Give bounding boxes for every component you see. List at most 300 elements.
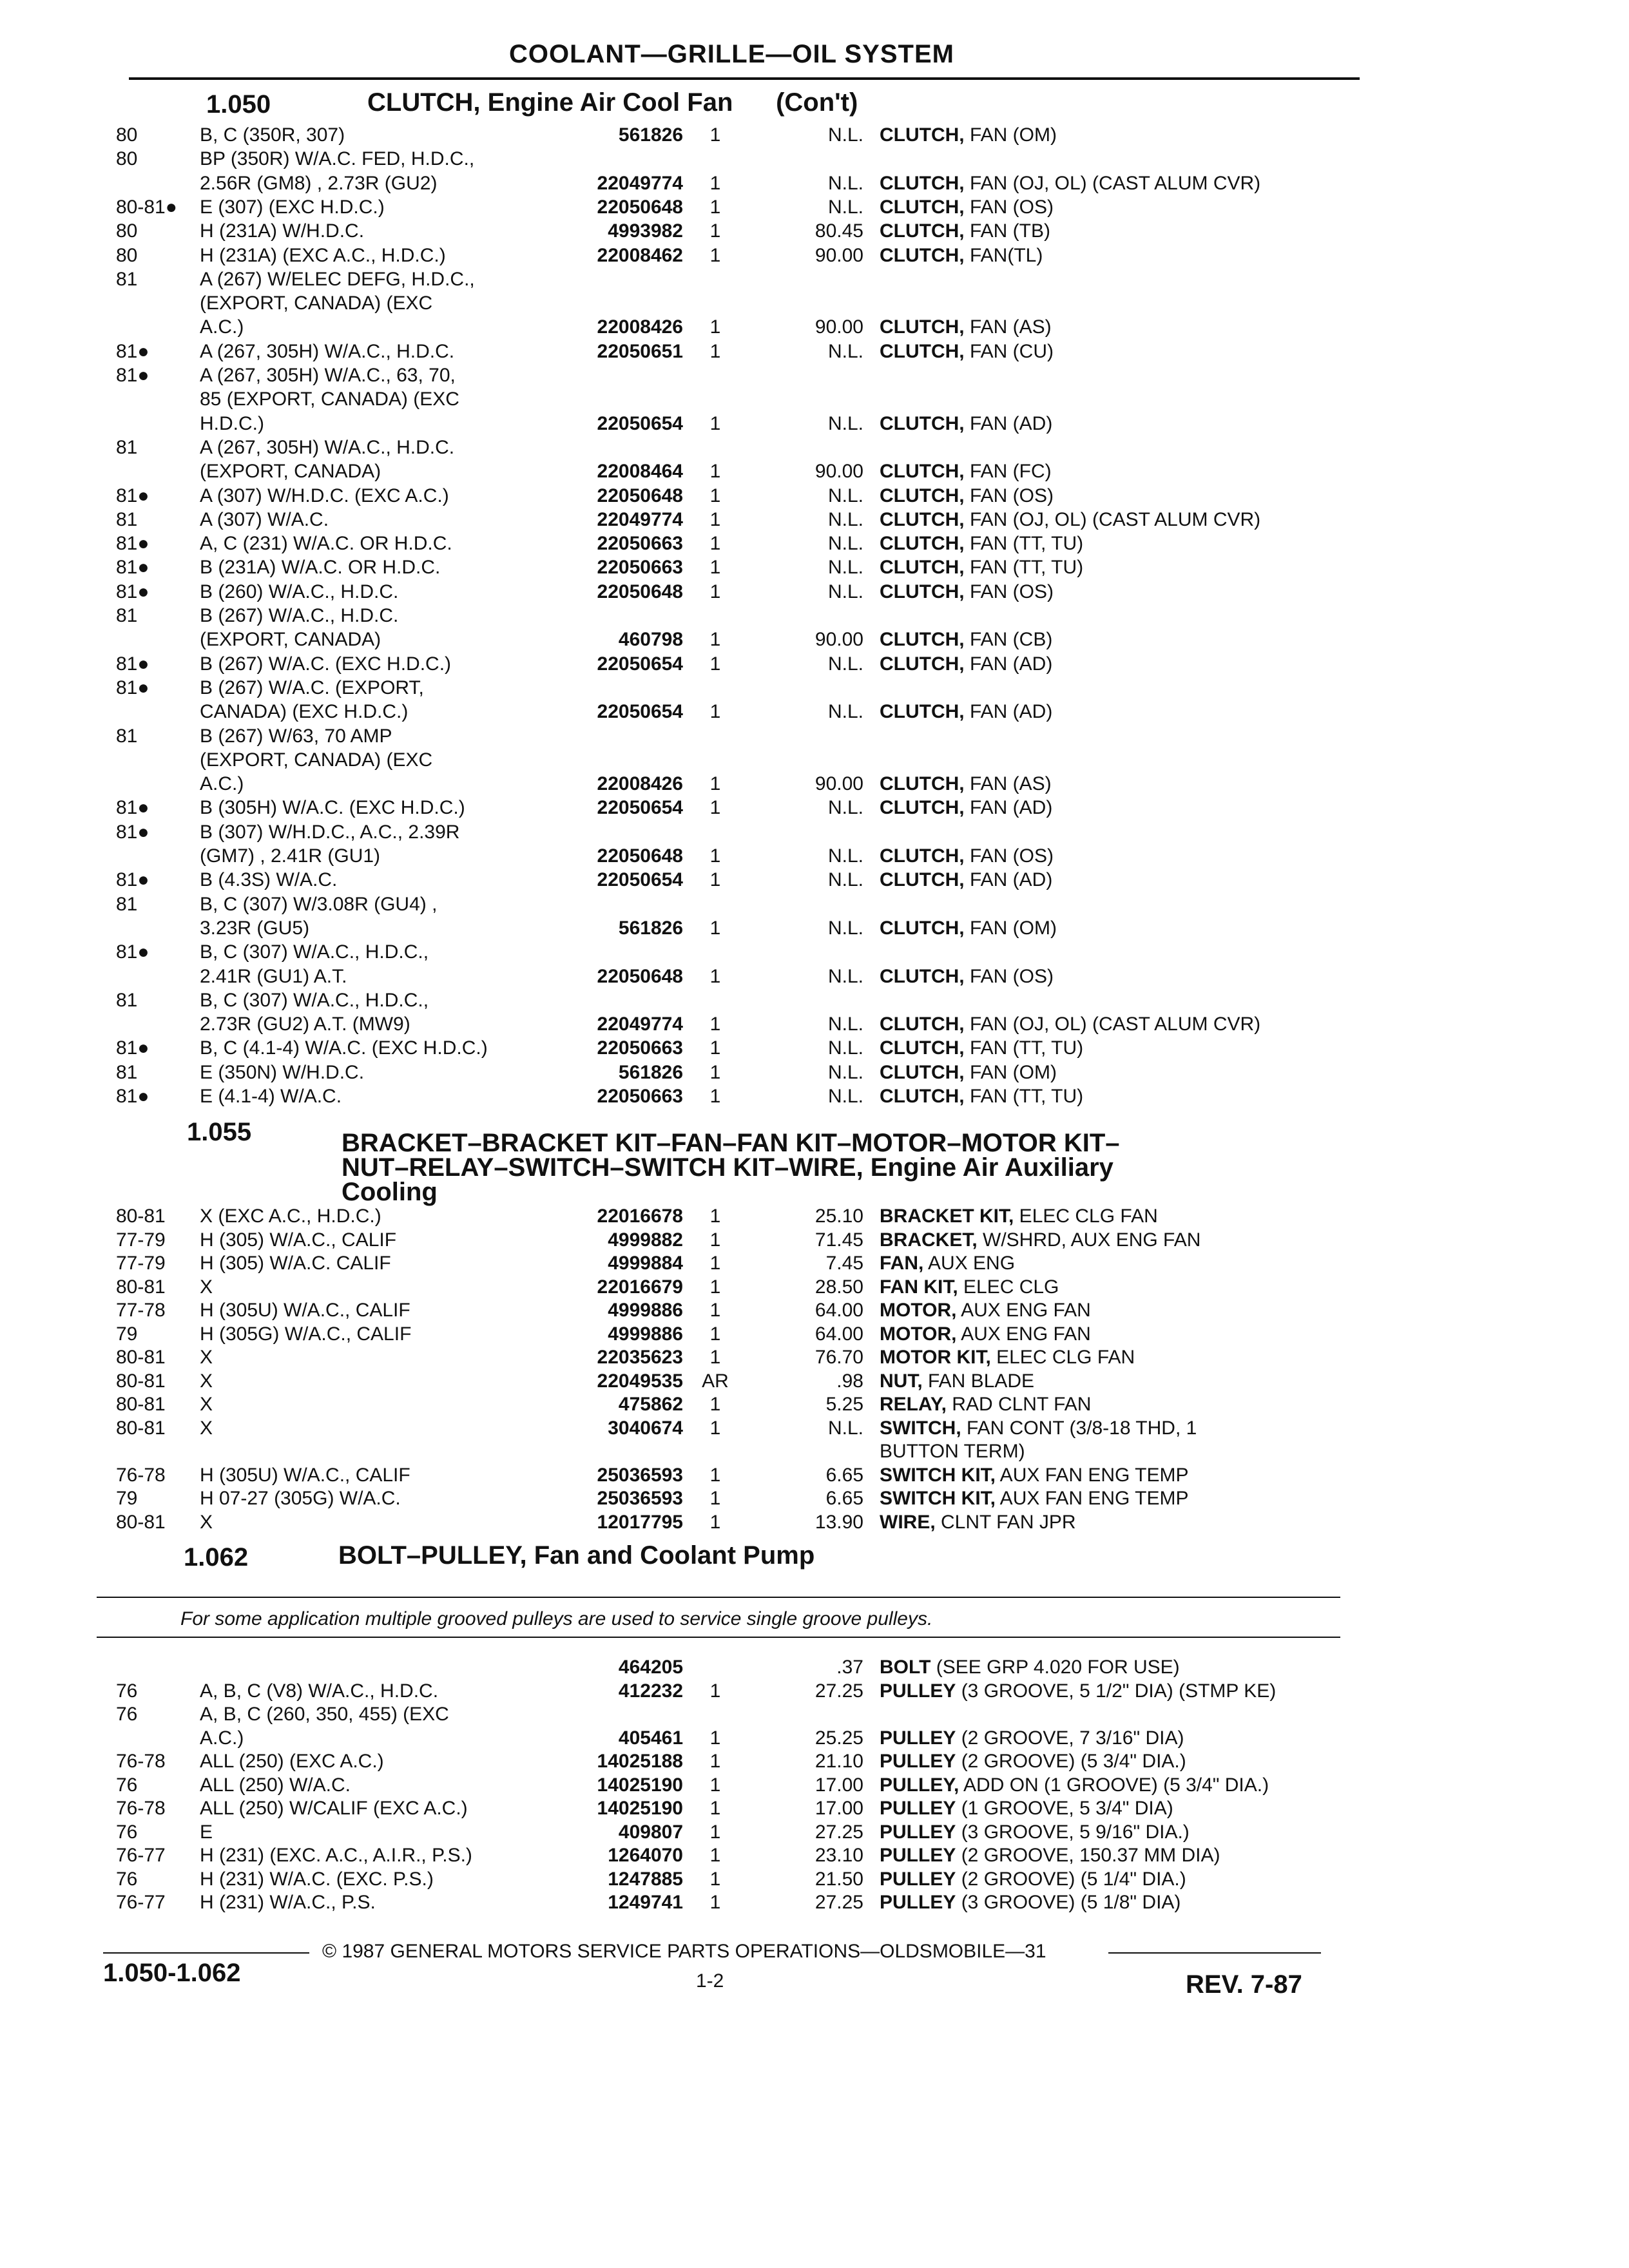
part-name-detail: FAN (OJ, OL) (CAST ALUM CVR) bbox=[964, 172, 1261, 194]
quantity: 1 bbox=[709, 1868, 721, 1890]
application: ALL (250) W/CALIF (EXC A.C.) bbox=[200, 1798, 468, 1819]
model-year: 81● bbox=[116, 797, 149, 819]
price: N.L. bbox=[827, 340, 863, 362]
table-row bbox=[0, 581, 1547, 605]
application: E (350N) W/H.D.C. bbox=[200, 1061, 365, 1083]
application: ALL (250) W/A.C. bbox=[200, 1774, 351, 1796]
price: 90.00 bbox=[815, 773, 863, 795]
quantity: 1 bbox=[709, 1845, 721, 1866]
part-name bbox=[880, 1393, 1376, 1416]
price: N.L. bbox=[827, 965, 863, 987]
part-name-detail: FAN (AD) bbox=[964, 653, 1053, 675]
quantity: 1 bbox=[709, 1253, 721, 1274]
table-row bbox=[0, 628, 1547, 653]
part-name-detail: FAN (OM) bbox=[964, 917, 1057, 939]
part-name bbox=[880, 316, 1376, 339]
table-row bbox=[0, 316, 1547, 340]
table-row bbox=[0, 1276, 1547, 1300]
table-row bbox=[0, 388, 1547, 412]
part-number: 22050654 bbox=[597, 412, 683, 434]
part-number: 12017795 bbox=[597, 1511, 683, 1533]
part-name-bold: BRACKET, bbox=[880, 1229, 978, 1251]
copyright: © 1987 GENERAL MOTORS SERVICE PARTS OPERATIONS—OLDSMOBILE—31 bbox=[322, 1941, 1046, 1962]
part-name-bold: CLUTCH, bbox=[880, 557, 965, 579]
part-name bbox=[880, 1656, 1376, 1679]
quantity: 1 bbox=[709, 797, 721, 819]
part-name bbox=[880, 1440, 1376, 1463]
part-name-detail: FAN (AS) bbox=[964, 773, 1052, 795]
part-name bbox=[880, 244, 1376, 267]
part-number: 3040674 bbox=[608, 1417, 683, 1439]
application: B (4.3S) W/A.C. bbox=[200, 869, 338, 891]
model-year: 76-78 bbox=[116, 1798, 166, 1819]
part-name bbox=[880, 869, 1376, 892]
price: 25.10 bbox=[815, 1206, 863, 1227]
part-name bbox=[880, 1417, 1376, 1440]
table-row bbox=[0, 460, 1547, 485]
model-year: 81 bbox=[116, 725, 138, 747]
part-name-detail: AUX ENG FAN bbox=[956, 1300, 1091, 1321]
part-name-detail: (1 GROOVE, 5 3/4" DIA) bbox=[956, 1798, 1173, 1819]
part-name-detail: (2 GROOVE, 7 3/16" DIA) bbox=[956, 1727, 1184, 1749]
application: B (305H) W/A.C. (EXC H.D.C.) bbox=[200, 797, 465, 819]
price: 27.25 bbox=[815, 1821, 863, 1843]
part-name bbox=[880, 1750, 1376, 1773]
table-row bbox=[0, 1205, 1547, 1229]
part-number: 405461 bbox=[618, 1727, 683, 1749]
table-row bbox=[0, 941, 1547, 965]
quantity: 1 bbox=[709, 773, 721, 795]
part-name bbox=[880, 1821, 1376, 1844]
part-name-detail: AUX FAN ENG TEMP bbox=[996, 1464, 1189, 1486]
part-name-bold: CLUTCH, bbox=[880, 316, 965, 338]
quantity: 1 bbox=[709, 1488, 721, 1509]
model-year: 81 bbox=[116, 605, 138, 626]
part-number: 22049535 bbox=[597, 1370, 683, 1392]
part-name-detail: (3 GROOVE, 5 1/2" DIA) (STMP KE) bbox=[956, 1680, 1277, 1702]
part-name-bold: CLUTCH, bbox=[880, 773, 965, 795]
application: H (305) W/A.C., CALIF bbox=[200, 1229, 397, 1251]
table-row bbox=[0, 244, 1547, 269]
part-name-detail: FAN (OS) bbox=[964, 845, 1054, 867]
model-year: 76 bbox=[116, 1680, 138, 1702]
part-number: 22035623 bbox=[597, 1347, 683, 1368]
part-name-bold: CLUTCH, bbox=[880, 653, 965, 675]
part-number: 22050663 bbox=[597, 1086, 683, 1107]
model-year: 81 bbox=[116, 989, 138, 1011]
price: 64.00 bbox=[815, 1300, 863, 1321]
part-name-bold: CLUTCH, bbox=[880, 461, 965, 483]
part-name bbox=[880, 124, 1376, 147]
price: N.L. bbox=[827, 581, 863, 602]
part-number: 561826 bbox=[618, 1061, 683, 1083]
application: X bbox=[200, 1370, 213, 1392]
part-number: 22050654 bbox=[597, 797, 683, 819]
price: 90.00 bbox=[815, 316, 863, 338]
table-row bbox=[0, 965, 1547, 990]
table-row bbox=[0, 436, 1547, 461]
quantity: 1 bbox=[709, 1276, 721, 1298]
application: A, B, C (260, 350, 455) (EXC bbox=[200, 1704, 449, 1725]
table-row bbox=[0, 1299, 1547, 1323]
table-row bbox=[0, 604, 1547, 629]
application: E (307) (EXC H.D.C.) bbox=[200, 196, 385, 218]
part-number: 460798 bbox=[618, 629, 683, 651]
part-name-detail: FAN (AD) bbox=[964, 869, 1053, 891]
quantity: 1 bbox=[709, 1394, 721, 1415]
table-row bbox=[0, 1891, 1547, 1916]
part-number: 4993982 bbox=[608, 220, 683, 242]
price: 21.10 bbox=[815, 1751, 863, 1772]
price: N.L. bbox=[827, 557, 863, 579]
model-year: 76 bbox=[116, 1821, 138, 1843]
part-name bbox=[880, 1844, 1376, 1867]
part-name-bold: PULLEY, bbox=[880, 1774, 959, 1796]
part-name-bold: PULLEY bbox=[880, 1727, 956, 1749]
price: 25.25 bbox=[815, 1727, 863, 1749]
quantity: 1 bbox=[709, 1751, 721, 1772]
price: N.L. bbox=[827, 412, 863, 434]
revision: REV. 7-87 bbox=[1186, 1970, 1302, 1999]
quantity: 1 bbox=[709, 1821, 721, 1843]
quantity: AR bbox=[702, 1370, 729, 1392]
part-number: 475862 bbox=[618, 1394, 683, 1415]
table-row bbox=[0, 845, 1547, 869]
price: N.L. bbox=[827, 508, 863, 530]
price: 21.50 bbox=[815, 1868, 863, 1890]
page-number: 1-2 bbox=[696, 1970, 724, 1992]
table-row bbox=[0, 1346, 1547, 1370]
note-bottom-rule bbox=[97, 1637, 1340, 1638]
application: X bbox=[200, 1276, 213, 1298]
model-year: 77-79 bbox=[116, 1253, 166, 1274]
part-name-bold: CLUTCH, bbox=[880, 845, 965, 867]
part-name bbox=[880, 1061, 1376, 1084]
quantity: 1 bbox=[709, 1892, 721, 1913]
part-name bbox=[880, 917, 1376, 940]
application: H.D.C.) bbox=[200, 412, 264, 434]
model-year: 77-78 bbox=[116, 1300, 166, 1321]
table-row bbox=[0, 532, 1547, 557]
part-number: 1249741 bbox=[608, 1892, 683, 1913]
application: H (305U) W/A.C., CALIF bbox=[200, 1300, 410, 1321]
application: X bbox=[200, 1511, 213, 1533]
price: N.L. bbox=[827, 1061, 863, 1083]
note-top-rule bbox=[97, 1597, 1340, 1598]
table-row bbox=[0, 1252, 1547, 1276]
model-year: 76 bbox=[116, 1774, 138, 1796]
model-year: 81● bbox=[116, 533, 149, 555]
price: 17.00 bbox=[815, 1798, 863, 1819]
part-name-bold: SWITCH KIT, bbox=[880, 1464, 996, 1486]
table-row bbox=[0, 340, 1547, 365]
model-year: 76 bbox=[116, 1868, 138, 1890]
table-row bbox=[0, 821, 1547, 845]
part-number: 25036593 bbox=[597, 1464, 683, 1486]
price: N.L. bbox=[827, 1086, 863, 1107]
table-row bbox=[0, 1487, 1547, 1512]
table-row bbox=[0, 1393, 1547, 1418]
part-number: 412232 bbox=[618, 1680, 683, 1702]
part-number: 22050663 bbox=[597, 557, 683, 579]
part-number: 1264070 bbox=[608, 1845, 683, 1866]
part-name-bold: CLUTCH, bbox=[880, 196, 965, 218]
model-year: 81● bbox=[116, 941, 149, 963]
section-title: BOLT–PULLEY, Fan and Coolant Pump bbox=[338, 1541, 815, 1570]
price: 76.70 bbox=[815, 1347, 863, 1368]
quantity: 1 bbox=[709, 1229, 721, 1251]
part-name-detail: (2 GROOVE) (5 1/4" DIA.) bbox=[956, 1868, 1186, 1890]
part-name-detail: FAN CONT (3/8-18 THD, 1 bbox=[961, 1417, 1197, 1439]
part-name-detail: FAN (AS) bbox=[964, 316, 1052, 338]
price: 71.45 bbox=[815, 1229, 863, 1251]
part-number: 4999886 bbox=[608, 1300, 683, 1321]
application: 85 (EXPORT, CANADA) (EXC bbox=[200, 389, 459, 410]
part-number: 4999886 bbox=[608, 1323, 683, 1345]
part-name-detail: FAN (OM) bbox=[964, 1061, 1057, 1083]
model-year: 81● bbox=[116, 821, 149, 843]
price: .98 bbox=[836, 1370, 863, 1392]
application: B, C (307) W/3.08R (GU4) , bbox=[200, 893, 438, 915]
part-number: 22050663 bbox=[597, 533, 683, 555]
part-name-detail: FAN (TT, TU) bbox=[964, 533, 1084, 555]
part-name-detail: AUX FAN ENG TEMP bbox=[996, 1488, 1189, 1509]
part-number: 22008462 bbox=[597, 244, 683, 266]
part-name bbox=[880, 796, 1376, 820]
part-name bbox=[880, 653, 1376, 676]
part-number: 561826 bbox=[618, 124, 683, 146]
table-row bbox=[0, 1727, 1547, 1751]
price: 64.00 bbox=[815, 1323, 863, 1345]
part-name-bold: NUT, bbox=[880, 1370, 923, 1392]
table-row bbox=[0, 1680, 1547, 1704]
table-row bbox=[0, 700, 1547, 725]
table-row bbox=[0, 1511, 1547, 1535]
part-number: 14025190 bbox=[597, 1798, 683, 1819]
quantity: 1 bbox=[709, 172, 721, 194]
part-name-detail: ELEC CLG FAN bbox=[990, 1347, 1135, 1368]
table-row bbox=[0, 725, 1547, 749]
part-name-bold: SWITCH, bbox=[880, 1417, 961, 1439]
table-row bbox=[0, 1774, 1547, 1798]
part-name-bold: MOTOR, bbox=[880, 1300, 957, 1321]
footnote: For some application multiple grooved pulleys are used to service single groove pulleys. bbox=[180, 1608, 933, 1629]
application: B, C (4.1-4) W/A.C. (EXC H.D.C.) bbox=[200, 1037, 488, 1059]
table-row bbox=[0, 796, 1547, 821]
part-number: 22049774 bbox=[597, 1014, 683, 1035]
quantity: 1 bbox=[709, 1347, 721, 1368]
model-year: 80 bbox=[116, 220, 138, 242]
quantity: 1 bbox=[709, 1680, 721, 1702]
application: (EXPORT, CANADA) bbox=[200, 629, 381, 651]
application: H 07-27 (305G) W/A.C. bbox=[200, 1488, 401, 1509]
part-number: 1247885 bbox=[608, 1868, 683, 1890]
quantity: 1 bbox=[709, 1417, 721, 1439]
quantity: 1 bbox=[709, 1798, 721, 1819]
part-name-detail: (3 GROOVE) (5 1/8" DIA) bbox=[956, 1892, 1181, 1913]
part-name-detail: FAN BLADE bbox=[922, 1370, 1035, 1392]
application: B (231A) W/A.C. OR H.D.C. bbox=[200, 557, 441, 579]
part-name-detail: FAN (OJ, OL) (CAST ALUM CVR) bbox=[964, 508, 1261, 530]
part-name bbox=[880, 1013, 1376, 1036]
model-year: 81● bbox=[116, 1037, 149, 1059]
model-year: 80-81 bbox=[116, 1394, 166, 1415]
quantity: 1 bbox=[709, 244, 721, 266]
part-name bbox=[880, 485, 1376, 508]
model-year: 81 bbox=[116, 1061, 138, 1083]
part-name-detail: FAN (AD) bbox=[964, 797, 1053, 819]
application: X bbox=[200, 1417, 213, 1439]
quantity: 1 bbox=[709, 220, 721, 242]
part-name-bold: PULLEY bbox=[880, 1798, 956, 1819]
price: N.L. bbox=[827, 533, 863, 555]
part-name bbox=[880, 172, 1376, 195]
quantity: 1 bbox=[709, 1727, 721, 1749]
quantity: 1 bbox=[709, 1300, 721, 1321]
table-row bbox=[0, 653, 1547, 677]
section-title-line-2: NUT–RELAY–SWITCH–SWITCH KIT–WIRE, Engine Air Auxiliary bbox=[342, 1153, 1113, 1182]
part-number: 409807 bbox=[618, 1821, 683, 1843]
price: 23.10 bbox=[815, 1845, 863, 1866]
part-number: 14025188 bbox=[597, 1751, 683, 1772]
part-name-bold: MOTOR, bbox=[880, 1323, 957, 1345]
part-name-bold: RELAY, bbox=[880, 1394, 947, 1415]
part-name-bold: CLUTCH, bbox=[880, 124, 965, 146]
application: A (307) W/A.C. bbox=[200, 508, 329, 530]
part-name-bold: CLUTCH, bbox=[880, 629, 965, 651]
section-title-line-1: BRACKET–BRACKET KIT–FAN–FAN KIT–MOTOR–MOTOR KIT– bbox=[342, 1129, 1120, 1157]
part-name bbox=[880, 556, 1376, 579]
part-name bbox=[880, 1727, 1376, 1750]
part-name-detail: ELEC CLG FAN bbox=[1014, 1206, 1158, 1227]
application: B, C (350R, 307) bbox=[200, 124, 345, 146]
price: N.L. bbox=[827, 917, 863, 939]
part-name-detail: FAN (OJ, OL) (CAST ALUM CVR) bbox=[964, 1014, 1261, 1035]
application: E bbox=[200, 1821, 213, 1843]
part-name-detail: FAN (AD) bbox=[964, 412, 1053, 434]
application: X (EXC A.C., H.D.C.) bbox=[200, 1206, 381, 1227]
part-number: 22050663 bbox=[597, 1037, 683, 1059]
part-name bbox=[880, 1229, 1376, 1252]
table-row bbox=[0, 1323, 1547, 1347]
price: 90.00 bbox=[815, 629, 863, 651]
part-name-bold: SWITCH KIT, bbox=[880, 1488, 996, 1509]
price: 5.25 bbox=[825, 1394, 863, 1415]
part-name-detail: FAN (CU) bbox=[964, 340, 1054, 362]
part-name bbox=[880, 1037, 1376, 1060]
model-year: 80-81● bbox=[116, 196, 177, 218]
table-row bbox=[0, 412, 1547, 437]
part-name-bold: CLUTCH, bbox=[880, 412, 965, 434]
part-name-bold: CLUTCH, bbox=[880, 797, 965, 819]
quantity: 1 bbox=[709, 845, 721, 867]
model-year: 81● bbox=[116, 677, 149, 698]
table-row bbox=[0, 869, 1547, 893]
part-name bbox=[880, 412, 1376, 436]
table-row bbox=[0, 364, 1547, 389]
part-name bbox=[880, 1487, 1376, 1510]
model-year: 80 bbox=[116, 244, 138, 266]
application: A, B, C (V8) W/A.C., H.D.C. bbox=[200, 1680, 439, 1702]
application: ALL (250) (EXC A.C.) bbox=[200, 1751, 384, 1772]
part-name-bold: CLUTCH, bbox=[880, 340, 965, 362]
quantity: 1 bbox=[709, 508, 721, 530]
model-year: 81● bbox=[116, 557, 149, 579]
part-name-detail: (SEE GRP 4.020 FOR USE) bbox=[930, 1657, 1180, 1678]
model-year: 81● bbox=[116, 869, 149, 891]
quantity: 1 bbox=[709, 869, 721, 891]
part-name bbox=[880, 1464, 1376, 1487]
table-row bbox=[0, 1844, 1547, 1869]
part-name-detail: FAN (CB) bbox=[964, 629, 1053, 651]
part-name bbox=[880, 1797, 1376, 1820]
part-name bbox=[880, 845, 1376, 868]
model-year: 80-81 bbox=[116, 1417, 166, 1439]
section-title-line-3: Cooling bbox=[342, 1178, 438, 1206]
part-name-detail: BUTTON TERM) bbox=[880, 1441, 1025, 1462]
model-year: 76-77 bbox=[116, 1892, 166, 1913]
part-name-detail: FAN (OS) bbox=[964, 196, 1054, 218]
model-year: 77-79 bbox=[116, 1229, 166, 1251]
application: B, C (307) W/A.C., H.D.C., bbox=[200, 989, 429, 1011]
part-name bbox=[880, 1346, 1376, 1369]
model-year: 81● bbox=[116, 581, 149, 602]
application: E (4.1-4) W/A.C. bbox=[200, 1086, 342, 1107]
price: 7.45 bbox=[825, 1253, 863, 1274]
price: 90.00 bbox=[815, 461, 863, 483]
price: 13.90 bbox=[815, 1511, 863, 1533]
part-name-bold: PULLEY bbox=[880, 1821, 956, 1843]
table-row bbox=[0, 124, 1547, 148]
part-name bbox=[880, 460, 1376, 483]
part-name bbox=[880, 1276, 1376, 1299]
table-row bbox=[0, 485, 1547, 509]
model-year: 76-78 bbox=[116, 1464, 166, 1486]
table-row bbox=[0, 172, 1547, 197]
part-name-bold: PULLEY bbox=[880, 1751, 956, 1772]
part-name-detail: FAN (OM) bbox=[964, 124, 1057, 146]
quantity: 1 bbox=[709, 653, 721, 675]
model-year: 80-81 bbox=[116, 1276, 166, 1298]
model-year: 76-78 bbox=[116, 1751, 166, 1772]
price: N.L. bbox=[827, 124, 863, 146]
table-row bbox=[0, 917, 1547, 941]
table-row bbox=[0, 1085, 1547, 1110]
part-name-bold: CLUTCH, bbox=[880, 220, 965, 242]
application: (EXPORT, CANADA) bbox=[200, 461, 381, 483]
price: N.L. bbox=[827, 1417, 863, 1439]
table-row bbox=[0, 556, 1547, 581]
application: H (231) (EXC. A.C., A.I.R., P.S.) bbox=[200, 1845, 472, 1866]
application: B (267) W/63, 70 AMP bbox=[200, 725, 392, 747]
part-name-bold: CLUTCH, bbox=[880, 172, 965, 194]
application: H (231) W/A.C., P.S. bbox=[200, 1892, 376, 1913]
quantity: 1 bbox=[709, 701, 721, 723]
part-name bbox=[880, 1774, 1376, 1797]
section-number: 1.055 bbox=[187, 1118, 252, 1146]
model-year: 79 bbox=[116, 1488, 138, 1509]
quantity: 1 bbox=[709, 412, 721, 434]
application: H (231A) W/H.D.C. bbox=[200, 220, 365, 242]
price: 80.45 bbox=[815, 220, 863, 242]
part-name-bold: CLUTCH, bbox=[880, 1037, 965, 1059]
section-number: 1.062 bbox=[184, 1543, 249, 1571]
application: H (231) W/A.C. (EXC. P.S.) bbox=[200, 1868, 434, 1890]
model-year: 80-81 bbox=[116, 1511, 166, 1533]
table-row bbox=[0, 1656, 1547, 1680]
part-name bbox=[880, 581, 1376, 604]
part-name-bold: FAN KIT, bbox=[880, 1276, 958, 1298]
